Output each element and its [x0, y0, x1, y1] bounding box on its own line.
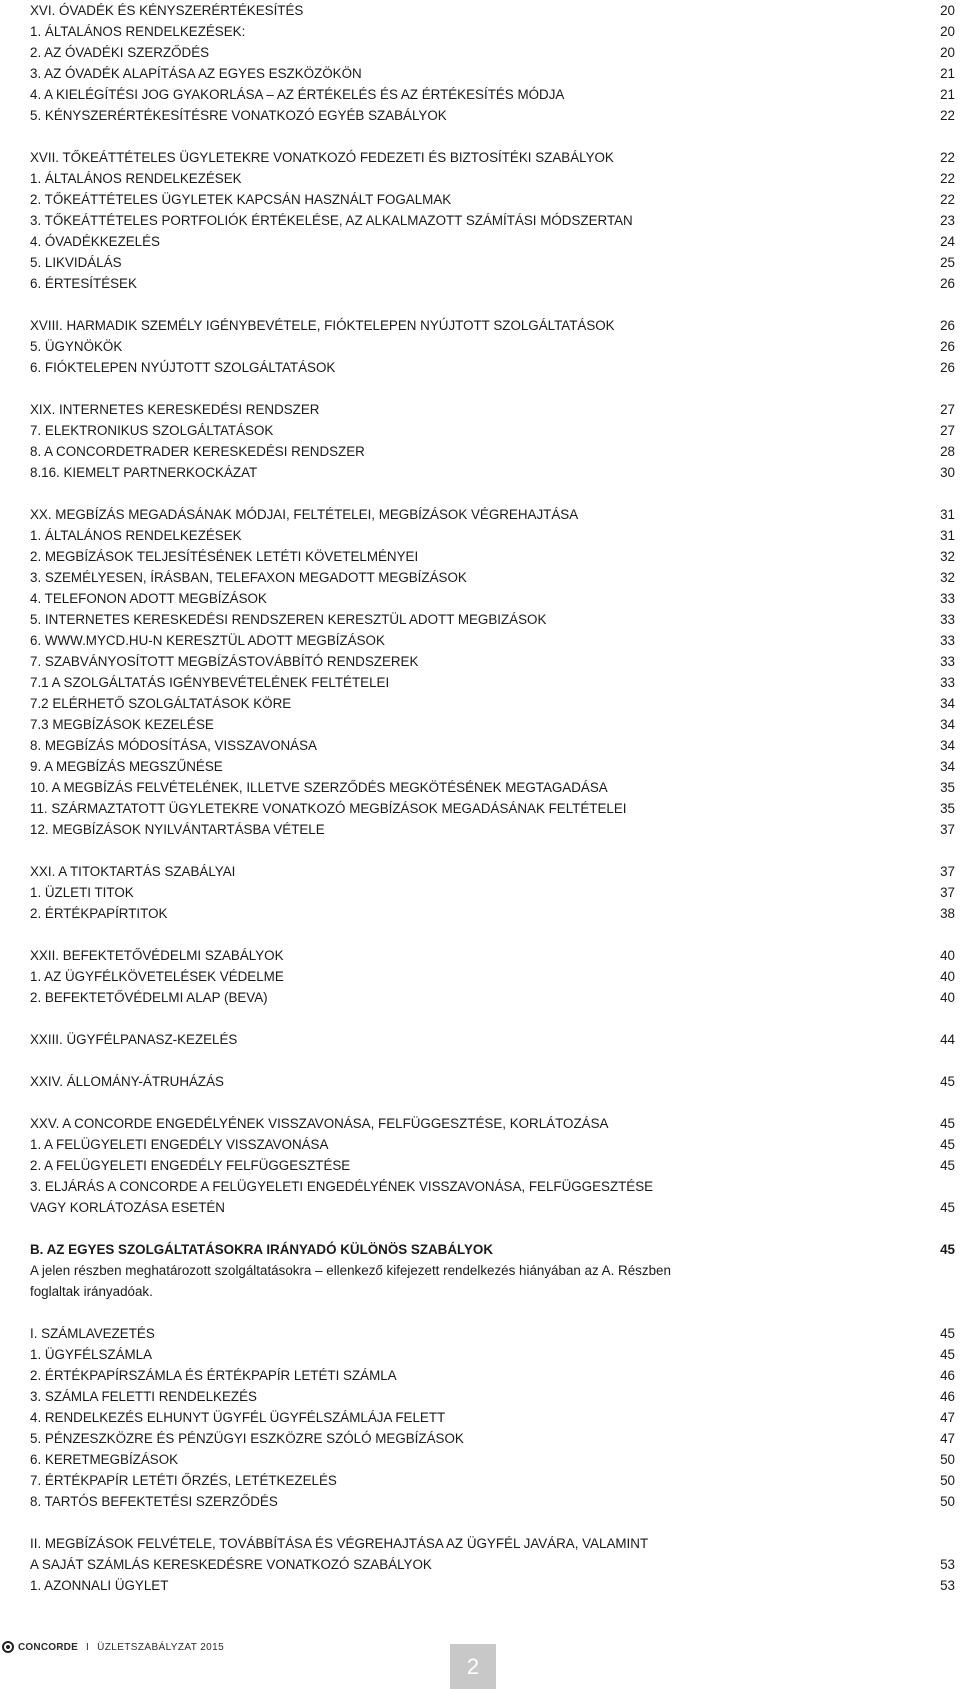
toc-entry-title: XX. MEGBÍZÁS MEGADÁSÁNAK MÓDJAI, FELTÉTELEI, MEGBÍZÁSOK VÉGREHAJTÁSA [30, 507, 579, 522]
section-gap [30, 1050, 955, 1071]
toc-entry[interactable] [30, 1176, 955, 1197]
document-label: ÜZLETSZABÁLYZAT 2015 [97, 1641, 225, 1653]
toc-entry-page: 45 [940, 1200, 955, 1215]
toc-entry-page: 33 [940, 675, 955, 690]
toc-entry[interactable] [30, 399, 955, 420]
page-footer [0, 1636, 224, 1658]
toc-entry-page: 27 [940, 402, 955, 417]
toc-entry-page: 38 [940, 906, 955, 921]
toc-entry-title: 7. ELEKTRONIKUS SZOLGÁLTATÁSOK [30, 423, 274, 438]
toc-entry-page: 26 [940, 276, 955, 291]
toc-entry[interactable] [30, 1575, 955, 1596]
toc-entry-page: 34 [940, 696, 955, 711]
toc-entry-page: 45 [940, 1074, 955, 1089]
toc-entry-page: 34 [940, 759, 955, 774]
toc-entry[interactable] [30, 882, 955, 903]
toc-entry-title: 3. SZÁMLA FELETTI RENDELKEZÉS [30, 1389, 257, 1404]
toc-entry[interactable] [30, 546, 955, 567]
toc-entry-page: 45 [940, 1242, 955, 1257]
section-gap [30, 840, 955, 861]
toc-entry[interactable] [30, 1554, 955, 1575]
section-gap [30, 483, 955, 504]
toc-entry-title: 6. ÉRTESÍTÉSEK [30, 276, 137, 291]
toc-entry-page: 44 [940, 1032, 955, 1047]
toc-entry[interactable] [30, 651, 955, 672]
toc-entry-title: VAGY KORLÁTOZÁSA ESETÉN [30, 1200, 225, 1215]
toc-entry-page: 33 [940, 612, 955, 627]
toc-entry-page: 40 [940, 948, 955, 963]
toc-entry[interactable] [30, 588, 955, 609]
toc-entry[interactable] [30, 42, 955, 63]
toc-entry-title: I. SZÁMLAVEZETÉS [30, 1326, 155, 1341]
toc-entry-page: 50 [940, 1473, 955, 1488]
toc-entry-page: 33 [940, 633, 955, 648]
section-intro-paragraph: A jelen részben meghatározott szolgáltatásokra – ellenkező kifejezett rendelkezés hiányában az A. Részben foglaltak irányadóak. [30, 1263, 671, 1299]
toc-entry-title: 3. SZEMÉLYESEN, ÍRÁSBAN, TELEFAXON MEGADOTT MEGBÍZÁSOK [30, 570, 467, 585]
toc-entry[interactable] [30, 1470, 955, 1491]
toc-entry[interactable] [30, 903, 955, 924]
toc-entry-title: 6. WWW.MYCD.HU-N KERESZTÜL ADOTT MEGBÍZÁSOK [30, 633, 385, 648]
toc-entry-page: 32 [940, 549, 955, 564]
toc-entry-title: XXI. A TITOKTARTÁS SZABÁLYAI [30, 864, 236, 879]
toc-entry[interactable] [30, 252, 955, 273]
toc-entry[interactable] [30, 1071, 955, 1092]
toc-entry[interactable] [30, 315, 955, 336]
toc-entry-title: 8. A CONCORDETRADER KERESKEDÉSI RENDSZER [30, 444, 365, 459]
toc-entry-title: 2. ÉRTÉKPAPÍRSZÁMLA ÉS ÉRTÉKPAPÍR LETÉTI SZÁMLA [30, 1368, 397, 1383]
toc-entry-page: 33 [940, 591, 955, 606]
toc-entry-title: 5. INTERNETES KERESKEDÉSI RENDSZEREN KERESZTÜL ADOTT MEGBIZÁSOK [30, 612, 547, 627]
toc-entry-title: 7.2 ELÉRHETŐ SZOLGÁLTATÁSOK KÖRE [30, 696, 292, 711]
toc-entry-title: XXV. A CONCORDE ENGEDÉLYÉNEK VISSZAVONÁSA, FELFÜGGESZTÉSE, KORLÁTOZÁSA [30, 1116, 609, 1131]
section-gap [30, 1302, 955, 1323]
toc-entry-title: 1. AZONNALI ÜGYLET [30, 1578, 169, 1593]
concorde-logo-icon [2, 1641, 14, 1653]
toc-entry[interactable] [30, 1029, 955, 1050]
toc-entry-page: 34 [940, 738, 955, 753]
toc-entry[interactable] [30, 84, 955, 105]
toc-entry-page: 37 [940, 885, 955, 900]
toc-entry[interactable] [30, 672, 955, 693]
toc-entry[interactable] [30, 1407, 955, 1428]
toc-entry-page: 35 [940, 801, 955, 816]
toc-entry-title: 12. MEGBÍZÁSOK NYILVÁNTARTÁSBA VÉTELE [30, 822, 325, 837]
toc-entry-title: 8. TARTÓS BEFEKTETÉSI SZERZŐDÉS [30, 1494, 278, 1509]
toc-entry-title: XIX. INTERNETES KERESKEDÉSI RENDSZER [30, 402, 320, 417]
page-number: 2 [450, 1644, 496, 1689]
section-gap [30, 126, 955, 147]
toc-entry[interactable] [30, 462, 955, 483]
toc-entry-page: 20 [940, 24, 955, 39]
toc-entry-title: 8. MEGBÍZÁS MÓDOSÍTÁSA, VISSZAVONÁSA [30, 738, 317, 753]
toc-entry[interactable] [30, 189, 955, 210]
section-gap [30, 1008, 955, 1029]
toc-entry-title: 2. AZ ÓVADÉKI SZERZŐDÉS [30, 45, 210, 60]
toc-entry-title: 1. ÁLTALÁNOS RENDELKEZÉSEK [30, 171, 242, 186]
toc-entry-page: 45 [940, 1116, 955, 1131]
toc-entry[interactable] [30, 1491, 955, 1512]
toc-entry-title: XVII. TŐKEÁTTÉTELES ÜGYLETEKRE VONATKOZÓ FEDEZETI ÉS BIZTOSÍTÉKI SZABÁLYOK [30, 150, 614, 165]
toc-entry-title: 1. ÁLTALÁNOS RENDELKEZÉSEK [30, 528, 242, 543]
toc-entry[interactable] [30, 987, 955, 1008]
toc-entry[interactable] [30, 609, 955, 630]
toc-entry-title: 6. KERETMEGBÍZÁSOK [30, 1452, 179, 1467]
toc-entry-page: 46 [940, 1368, 955, 1383]
toc-entry-page: 37 [940, 864, 955, 879]
toc-entry-title: A SAJÁT SZÁMLÁS KERESKEDÉSRE VONATKOZÓ SZABÁLYOK [30, 1557, 432, 1572]
toc-entry-page: 22 [940, 171, 955, 186]
toc-entry[interactable] [30, 567, 955, 588]
toc-entry-page: 25 [940, 255, 955, 270]
toc-entry[interactable] [30, 693, 955, 714]
toc-entry-page: 35 [940, 780, 955, 795]
toc-entry[interactable] [30, 1113, 955, 1134]
toc-entry[interactable] [30, 630, 955, 651]
toc-entry-title: 1. AZ ÜGYFÉLKÖVETELÉSEK VÉDELME [30, 969, 284, 984]
toc-entry-title: 4. RENDELKEZÉS ELHUNYT ÜGYFÉL ÜGYFÉLSZÁMLÁJA FELETT [30, 1410, 446, 1425]
toc-entry[interactable] [30, 504, 955, 525]
toc-entry[interactable] [30, 756, 955, 777]
toc-entry[interactable] [30, 357, 955, 378]
toc-entry-title: 1. A FELÜGYELETI ENGEDÉLY VISSZAVONÁSA [30, 1137, 329, 1152]
toc-entry[interactable] [30, 1365, 955, 1386]
toc-entry[interactable] [30, 1449, 955, 1470]
toc-entry-page: 24 [940, 234, 955, 249]
toc-entry-page: 45 [940, 1326, 955, 1341]
toc-entry-title: 7. ÉRTÉKPAPÍR LETÉTI ŐRZÉS, LETÉTKEZELÉS [30, 1473, 337, 1488]
toc-entry[interactable] [30, 210, 955, 231]
toc-entry-title: 2. MEGBÍZÁSOK TELJESÍTÉSÉNEK LETÉTI KÖVETELMÉNYEI [30, 549, 419, 564]
toc-entry[interactable] [30, 1323, 955, 1344]
toc-entry-title: 5. LIKVIDÁLÁS [30, 255, 122, 270]
toc-entry[interactable] [30, 861, 955, 882]
logo-text: CONCORDE [18, 1641, 78, 1653]
toc-entry-page: 53 [940, 1578, 955, 1593]
toc-entry-page: 22 [940, 150, 955, 165]
section-gap [30, 924, 955, 945]
toc-entry[interactable] [30, 231, 955, 252]
toc-entry-page: 45 [940, 1347, 955, 1362]
toc-entry-page: 21 [940, 87, 955, 102]
toc-entry-page: 30 [940, 465, 955, 480]
toc-entry-page: 46 [940, 1389, 955, 1404]
toc-entry-title: 5. KÉNYSZERÉRTÉKESÍTÉSRE VONATKOZÓ EGYÉB SZABÁLYOK [30, 108, 447, 123]
toc-entry-title: 1. ÜZLETI TITOK [30, 885, 134, 900]
toc-entry-page: 28 [940, 444, 955, 459]
section-gap [30, 1092, 955, 1113]
toc-entry-title: 4. ÓVADÉKKEZELÉS [30, 234, 160, 249]
toc-entry-title: 3. AZ ÓVADÉK ALAPÍTÁSA AZ EGYES ESZKÖZÖKÖN [30, 66, 362, 81]
toc-entry[interactable] [30, 1386, 955, 1407]
toc-entry-title: XVI. ÓVADÉK ÉS KÉNYSZERÉRTÉKESÍTÉS [30, 3, 304, 18]
toc-entry-page: 23 [940, 213, 955, 228]
toc-entry-title: 7.3 MEGBÍZÁSOK KEZELÉSE [30, 717, 214, 732]
toc-entry-page: 40 [940, 990, 955, 1005]
section-gap [30, 294, 955, 315]
toc-entry[interactable] [30, 819, 955, 840]
toc-entry[interactable] [30, 63, 955, 84]
toc-entry-title: 1. ÁLTALÁNOS RENDELKEZÉSEK: [30, 24, 246, 39]
toc-entry[interactable] [30, 1344, 955, 1365]
section-gap [30, 1218, 955, 1239]
toc-entry[interactable] [30, 21, 955, 42]
toc-entry-title: 8.16. KIEMELT PARTNERKOCKÁZAT [30, 465, 258, 480]
toc-entry[interactable] [30, 1239, 955, 1260]
toc-entry-title: 2. BEFEKTETŐVÉDELMI ALAP (BEVA) [30, 990, 268, 1005]
toc-entry-title: B. AZ EGYES SZOLGÁLTATÁSOKRA IRÁNYADÓ KÜLÖNÖS SZABÁLYOK [30, 1242, 493, 1257]
toc-entry-page: 45 [940, 1158, 955, 1173]
toc-entry[interactable] [30, 945, 955, 966]
toc-entry[interactable] [30, 777, 955, 798]
toc-entry-page: 47 [940, 1431, 955, 1446]
toc-entry-page: 50 [940, 1452, 955, 1467]
toc-entry[interactable] [30, 105, 955, 126]
toc-entry[interactable] [30, 441, 955, 462]
toc-entry-title: 1. ÜGYFÉLSZÁMLA [30, 1347, 153, 1362]
toc-entry[interactable] [30, 966, 955, 987]
toc-entry-title: XXII. BEFEKTETŐVÉDELMI SZABÁLYOK [30, 948, 284, 963]
toc-entry-page: 32 [940, 570, 955, 585]
toc-entry[interactable] [30, 525, 955, 546]
toc-entry-title: 2. TŐKEÁTTÉTELES ÜGYLETEK KAPCSÁN HASZNÁLT FOGALMAK [30, 192, 452, 207]
toc-entry-title: XXIV. ÁLLOMÁNY-ÁTRUHÁZÁS [30, 1074, 224, 1089]
toc-entry-title: 4. TELEFONON ADOTT MEGBÍZÁSOK [30, 591, 267, 606]
toc-entry-title: XVIII. HARMADIK SZEMÉLY IGÉNYBEVÉTELE, FIÓKTELEPEN NYÚJTOTT SZOLGÁLTATÁSOK [30, 318, 615, 333]
toc-entry-page: 31 [940, 507, 955, 522]
toc-entry[interactable] [30, 273, 955, 294]
toc-entry[interactable] [30, 714, 955, 735]
toc-entry-page: 21 [940, 66, 955, 81]
toc-entry-page: 22 [940, 192, 955, 207]
toc-entry-title: 5. PÉNZESZKÖZRE ÉS PÉNZÜGYI ESZKÖZRE SZÓLÓ MEGBÍZÁSOK [30, 1431, 464, 1446]
toc-entry-page: 40 [940, 969, 955, 984]
section-gap [30, 1512, 955, 1533]
toc-entry[interactable] [30, 1533, 955, 1554]
toc-entry-page: 47 [940, 1410, 955, 1425]
toc-entry[interactable] [30, 336, 955, 357]
footer-separator: I [85, 1641, 90, 1653]
toc-entry-page: 20 [940, 3, 955, 18]
toc-entry-page: 26 [940, 318, 955, 333]
toc-entry-title: 4. A KIELÉGÍTÉSI JOG GYAKORLÁSA – AZ ÉRTÉKELÉS ÉS AZ ÉRTÉKESÍTÉS MÓDJA [30, 87, 565, 102]
toc-entry[interactable] [30, 735, 955, 756]
toc-entry-title: 10. A MEGBÍZÁS FELVÉTELÉNEK, ILLETVE SZERZŐDÉS MEGKÖTÉSÉNEK MEGTAGADÁSA [30, 780, 608, 795]
toc-entry-title: 2. A FELÜGYELETI ENGEDÉLY FELFÜGGESZTÉSE [30, 1158, 351, 1173]
toc-entry-page: 20 [940, 45, 955, 60]
toc-entry-page: 26 [940, 339, 955, 354]
toc-entry-page: 37 [940, 822, 955, 837]
toc-entry-title: 9. A MEGBÍZÁS MEGSZŰNÉSE [30, 759, 223, 774]
toc-entry-page: 53 [940, 1557, 955, 1572]
toc-entry-title: 6. FIÓKTELEPEN NYÚJTOTT SZOLGÁLTATÁSOK [30, 360, 336, 375]
toc-entry[interactable] [30, 798, 955, 819]
toc-entry[interactable] [30, 1134, 955, 1155]
toc-entry-page: 34 [940, 717, 955, 732]
toc-entry-page: 26 [940, 360, 955, 375]
toc-entry[interactable] [30, 168, 955, 189]
toc-entry[interactable] [30, 1197, 955, 1218]
toc-entry[interactable] [30, 420, 955, 441]
toc-entry-page: 33 [940, 654, 955, 669]
toc-entry[interactable] [30, 147, 955, 168]
concorde-logo [2, 1641, 78, 1653]
toc-entry-page: 22 [940, 108, 955, 123]
toc-entry[interactable] [30, 0, 955, 21]
table-of-contents [30, 0, 955, 1596]
section-gap [30, 378, 955, 399]
toc-entry-title: 5. ÜGYNÖKÖK [30, 339, 123, 354]
toc-entry-title: 2. ÉRTÉKPAPÍRTITOK [30, 906, 168, 921]
toc-entry-page: 27 [940, 423, 955, 438]
toc-entry-title: II. MEGBÍZÁSOK FELVÉTELE, TOVÁBBÍTÁSA ÉS VÉGREHAJTÁSA AZ ÜGYFÉL JAVÁRA, VALAMINT [30, 1536, 649, 1551]
toc-entry-page: 31 [940, 528, 955, 543]
toc-entry-page: 45 [940, 1137, 955, 1152]
toc-entry-title: 3. ELJÁRÁS A CONCORDE A FELÜGYELETI ENGEDÉLYÉNEK VISSZAVONÁSA, FELFÜGGESZTÉSE [30, 1179, 654, 1194]
toc-entry-title: 3. TŐKEÁTTÉTELES PORTFOLIÓK ÉRTÉKELÉSE, AZ ALKALMAZOTT SZÁMÍTÁSI MÓDSZERTAN [30, 213, 633, 228]
toc-entry-title: 7. SZABVÁNYOSÍTOTT MEGBÍZÁSTOVÁBBÍTÓ RENDSZEREK [30, 654, 419, 669]
toc-entry-title: XXIII. ÜGYFÉLPANASZ-KEZELÉS [30, 1032, 238, 1047]
toc-entry[interactable] [30, 1428, 955, 1449]
toc-entry-page: 50 [940, 1494, 955, 1509]
toc-entry-title: 11. SZÁRMAZTATOTT ÜGYLETEKRE VONATKOZÓ MEGBÍZÁSOK MEGADÁSÁNAK FELTÉTELEI [30, 801, 627, 816]
toc-entry-title: 7.1 A SZOLGÁLTATÁS IGÉNYBEVÉTELÉNEK FELTÉTELEI [30, 675, 390, 690]
toc-entry[interactable] [30, 1155, 955, 1176]
